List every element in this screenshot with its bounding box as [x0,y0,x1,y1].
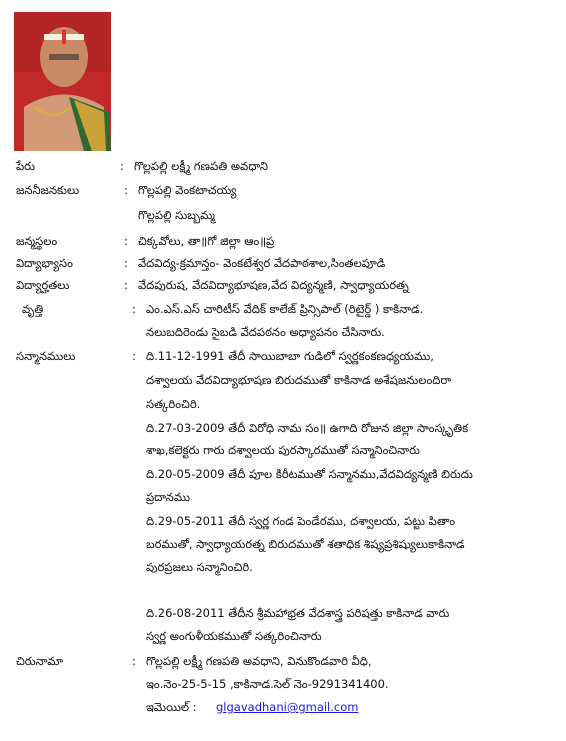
colon: : [120,159,124,173]
honour-line: ది.20-05-2009 తేదీ పూల కిరీటముతో సన్మానము,వేదవిద్యన్మణి బిరుదు [146,467,473,481]
honour-line: పురప్రజలు సన్మానించిరి. [146,560,253,574]
label-education: విద్యాభ్యాసం [16,256,73,270]
label-parents: జననీజనకులు [16,183,80,197]
honour-line: శాఖ,కలెక్టరు గారు దశ్వాలయ పురస్కారముతో సన్మానించినారు [146,443,420,457]
value-mother: గొల్లపల్లి సుబ్బమ్మ [138,208,215,222]
value-profession-1: ఎం.ఎస్.ఎస్ చారిటీస్ వేదిక్ కాలేజ్ ప్రిన్సిపాల్ (రిటైర్డ్ ) కాకినాడ. [146,302,424,316]
honour-line: ది.11-12-1991 తేదీ సాయిబాబా గుడిలో స్వర్ణకంకణధ్యయము, [146,349,434,363]
address-line-1: గొల్లపల్లి లక్ష్మీ గణపతి అవధాని, వినుకొండవారి వీధి, [146,654,372,668]
value-education: వేదవిద్య-క్రమాన్తం- వెంకటేశ్వర వేదపాఠశాల,సింతలపూడి [138,256,386,270]
honour-line: స్వర్ణ అంగుళీయకముతో సత్కరించినారు [146,629,322,643]
colon: : [132,302,136,316]
colon: : [124,234,128,248]
address-line-2: ఇం.నెం-25-5-15 ,కాకినాడ.సెల్ నెం-9291341400. [146,677,389,691]
colon: : [132,349,136,363]
email-label: ఇమెయిల్ : [146,700,197,714]
portrait-photo [14,12,111,151]
colon: : [132,654,136,668]
honour-line: ప్రదానము [146,490,190,504]
honour-line: ది.29-05-2011 తేదీ స్వర్ణ గండ పెండేరము, దశ్వాలయ, పట్టు పితాం [146,514,456,528]
colon: : [124,183,128,197]
honour-line: ది.27-03-2009 తేదీ విరోధి నామ సం॥ ఉగాది రోజున జిల్లా సాంస్కృతిక [146,421,469,435]
honour-line: దశ్వాలయ వేదవిద్యాభూషణ బిరుదముతో కాకినాడ అశేషజనులందిరా [146,373,452,387]
label-address: చిరునామా [16,654,64,668]
value-father: గొల్లపల్లి వెంకటాచయ్య [138,183,237,197]
label-honours: సన్మానములు [16,349,76,363]
value-profession-2: నలుబదిరెండు సైబడి వేదపఠనం అధ్యాపనం చేసినారు. [146,325,385,339]
colon: : [124,256,128,270]
label-name: పేరు [16,159,35,173]
honour-line: ది.26-08-2011 తేదీన శ్రీమహాభ్రత వేదశాస్త్ర పరిషత్తు కాకినాడ వారు [146,606,450,620]
label-qualifications: విద్యార్హతలు [16,278,70,292]
value-name: గొల్లపల్లి లక్ష్మీ గణపతి అవధాని [134,159,268,173]
value-birthplace: చిక్కవోలు, తా॥గో జిల్లా ఆం॥ప్ర [138,234,275,248]
value-qualifications: వేదపురుష, వేదవిద్యాభూషణ,వేద విద్యన్మణి, స్వాధ్యాయరత్న [138,278,409,292]
label-profession: వృత్తి [22,302,44,316]
honour-line: సత్కరించిరి. [146,397,201,411]
email-link[interactable]: glgavadhani@gmail.com [216,700,359,714]
colon: : [124,278,128,292]
label-birthplace: జన్మస్థలం [16,234,58,248]
honour-line: బరముతో, స్వాధ్యాయరత్న బిరుదముతో శతాధిక శిష్యప్రశిష్యులుకాకినాడ [146,537,465,551]
